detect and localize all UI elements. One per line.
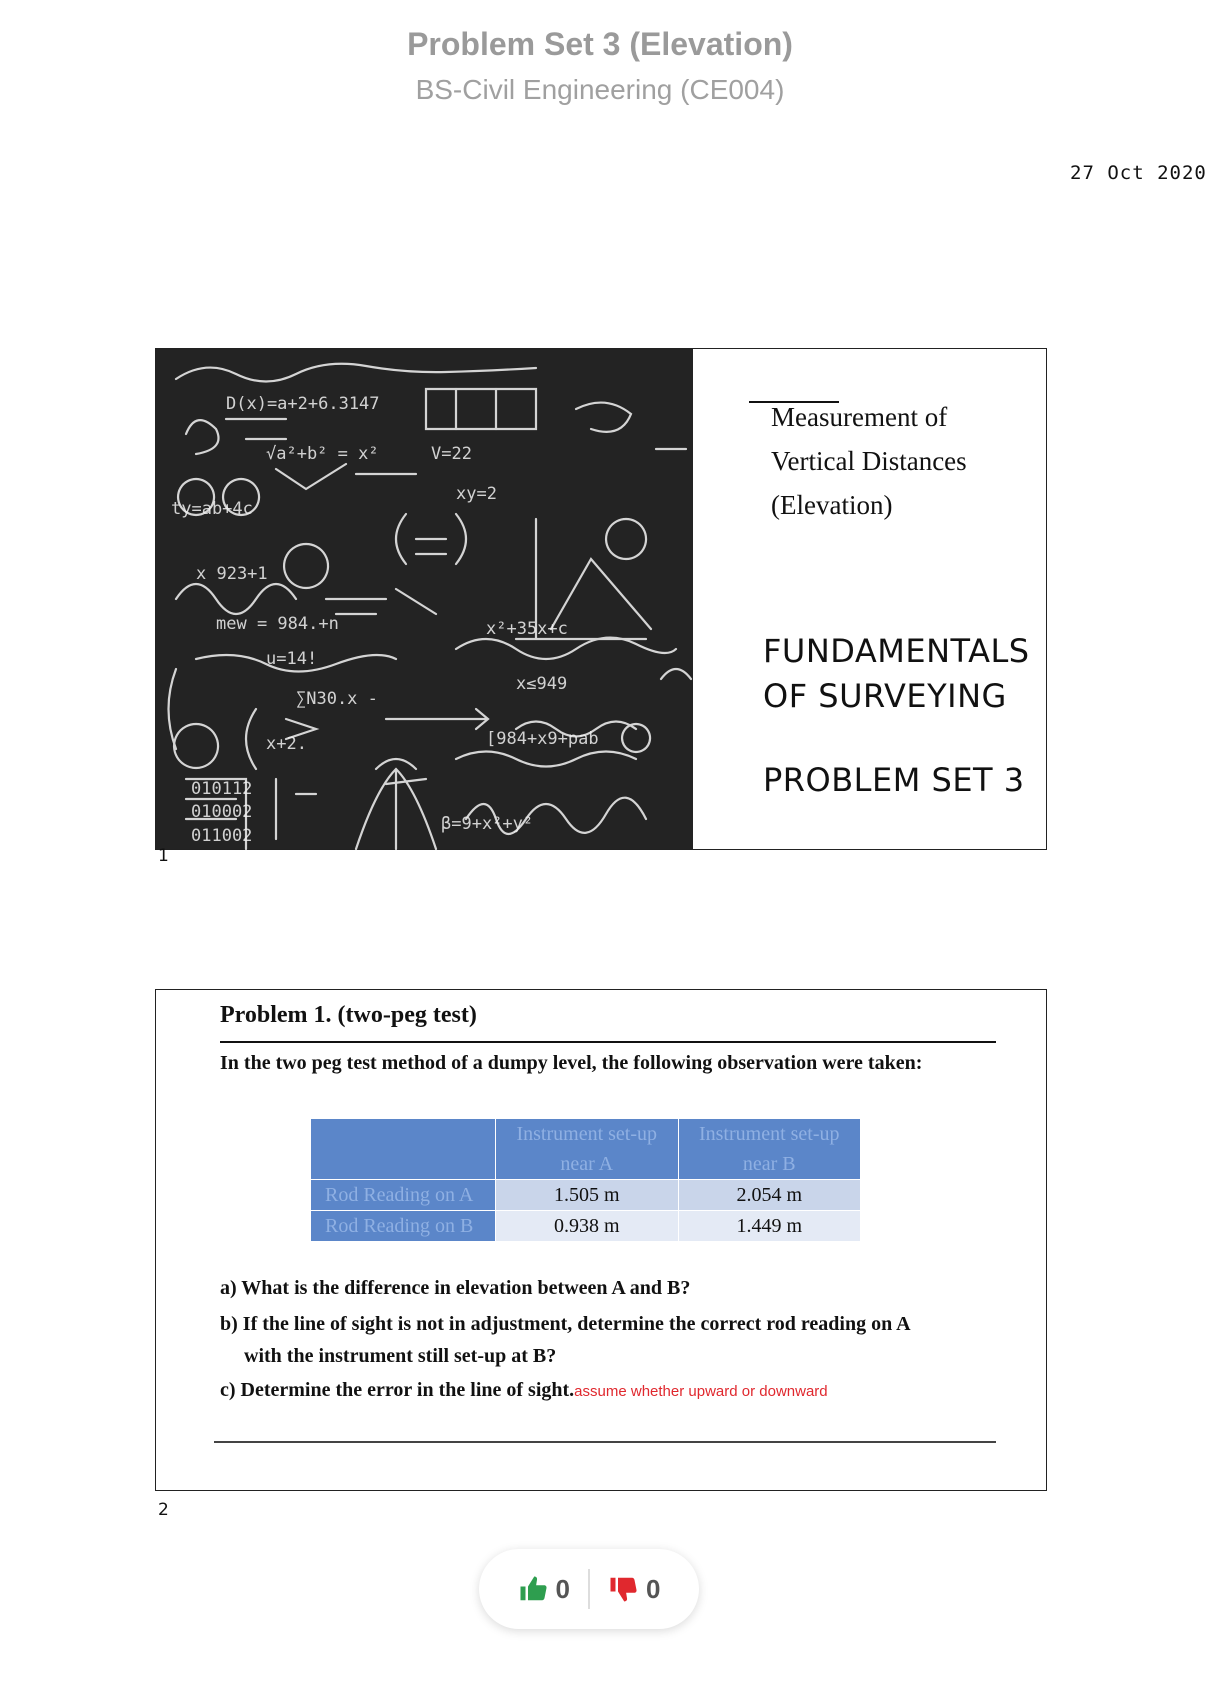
svg-text:x 923+1: x 923+1	[196, 564, 268, 584]
table-cell: 1.505 m	[496, 1180, 679, 1211]
svg-text:010002: 010002	[191, 802, 253, 822]
problem-set-label: PROBLEM SET 3	[763, 761, 1025, 799]
column-header-near-a	[496, 1119, 679, 1180]
document-subtitle: BS-Civil Engineering (CE004)	[415, 74, 785, 105]
column-header-line: Instrument set-up	[698, 1123, 840, 1145]
heading-line-2: Vertical Distances	[771, 446, 967, 476]
title-rule	[220, 1041, 996, 1043]
svg-text:mew = 984.+n: mew = 984.+n	[216, 614, 339, 634]
downvote-button[interactable]	[608, 1574, 660, 1605]
svg-text:ty=ab+4c: ty=ab+4c	[171, 499, 253, 519]
slide-1-heading	[771, 395, 1031, 527]
table-row	[311, 1211, 861, 1242]
observation-table	[310, 1118, 861, 1242]
heading-line-3: (Elevation)	[771, 490, 893, 520]
thumbs-down-icon	[608, 1574, 638, 1604]
question-b-line-2: with the instrument still set-up at B?	[244, 1345, 557, 1367]
table-cell: 1.449 m	[678, 1211, 861, 1242]
document-title: Problem Set 3 (Elevation)	[407, 26, 793, 62]
svg-text:∑N30.x -: ∑N30.x -	[296, 689, 378, 709]
vote-divider	[588, 1569, 590, 1609]
column-header-near-b	[678, 1119, 861, 1180]
question-a: a) What is the difference in elevation between A and B?	[220, 1277, 691, 1299]
question-b	[220, 1308, 1000, 1372]
question-c-note: assume whether upward or downward	[574, 1383, 828, 1400]
vote-widget	[479, 1549, 699, 1629]
column-header-line: near A	[560, 1153, 614, 1175]
svg-text:[984+x9+pab: [984+x9+pab	[486, 729, 599, 749]
column-header-line: near B	[742, 1153, 796, 1175]
row-label: Rod Reading on B	[311, 1211, 496, 1242]
document-date: 27 Oct 2020	[1070, 162, 1207, 184]
thumbs-up-icon	[518, 1574, 548, 1604]
svg-text:u=14!: u=14!	[266, 649, 318, 669]
svg-text:x≤949: x≤949	[516, 674, 568, 694]
slide-number-2: 2	[158, 1500, 169, 1520]
problem-intro: In the two peg test method of a dumpy level, the following observation were taken:	[220, 1052, 923, 1074]
svg-text:√a²+b² = x²: √a²+b² = x²	[266, 444, 379, 464]
table-corner	[311, 1119, 496, 1180]
question-c-text: c) Determine the error in the line of sight.	[220, 1379, 575, 1401]
question-b-line-1: b) If the line of sight is not in adjustment, determine the correct rod reading on A	[220, 1313, 911, 1335]
slide-1	[155, 348, 1047, 850]
svg-text:β=9+x²+y²: β=9+x²+y²	[441, 814, 534, 834]
course-name	[763, 629, 1030, 719]
course-name-line-2: OF SURVEYING	[763, 677, 1007, 715]
downvote-count: 0	[646, 1573, 661, 1604]
chalkboard-math-image	[156, 349, 693, 849]
problem-title: Problem 1. (two-peg test)	[220, 1002, 477, 1028]
row-label: Rod Reading on A	[311, 1180, 496, 1211]
upvote-button[interactable]	[518, 1574, 570, 1605]
svg-text:V=22: V=22	[431, 444, 472, 464]
table-cell: 2.054 m	[678, 1180, 861, 1211]
heading-line-1: Measurement of	[771, 402, 948, 432]
svg-text:D(x)=a+2+6.3147: D(x)=a+2+6.3147	[226, 394, 380, 414]
question-c	[220, 1374, 1000, 1408]
bottom-rule	[214, 1441, 996, 1443]
column-header-line: Instrument set-up	[516, 1123, 658, 1145]
svg-text:x+2.: x+2.	[266, 734, 307, 754]
upvote-count: 0	[555, 1573, 570, 1604]
slide-number-1: 1	[158, 846, 169, 866]
slide-2	[155, 989, 1047, 1491]
table-row	[311, 1180, 861, 1211]
course-name-line-1: FUNDAMENTALS	[763, 632, 1030, 670]
svg-text:x²+35x+c: x²+35x+c	[486, 619, 568, 639]
svg-text:010112: 010112	[191, 779, 253, 799]
svg-text:xy=2: xy=2	[456, 484, 497, 504]
svg-text:011002: 011002	[191, 826, 253, 846]
table-cell: 0.938 m	[496, 1211, 679, 1242]
